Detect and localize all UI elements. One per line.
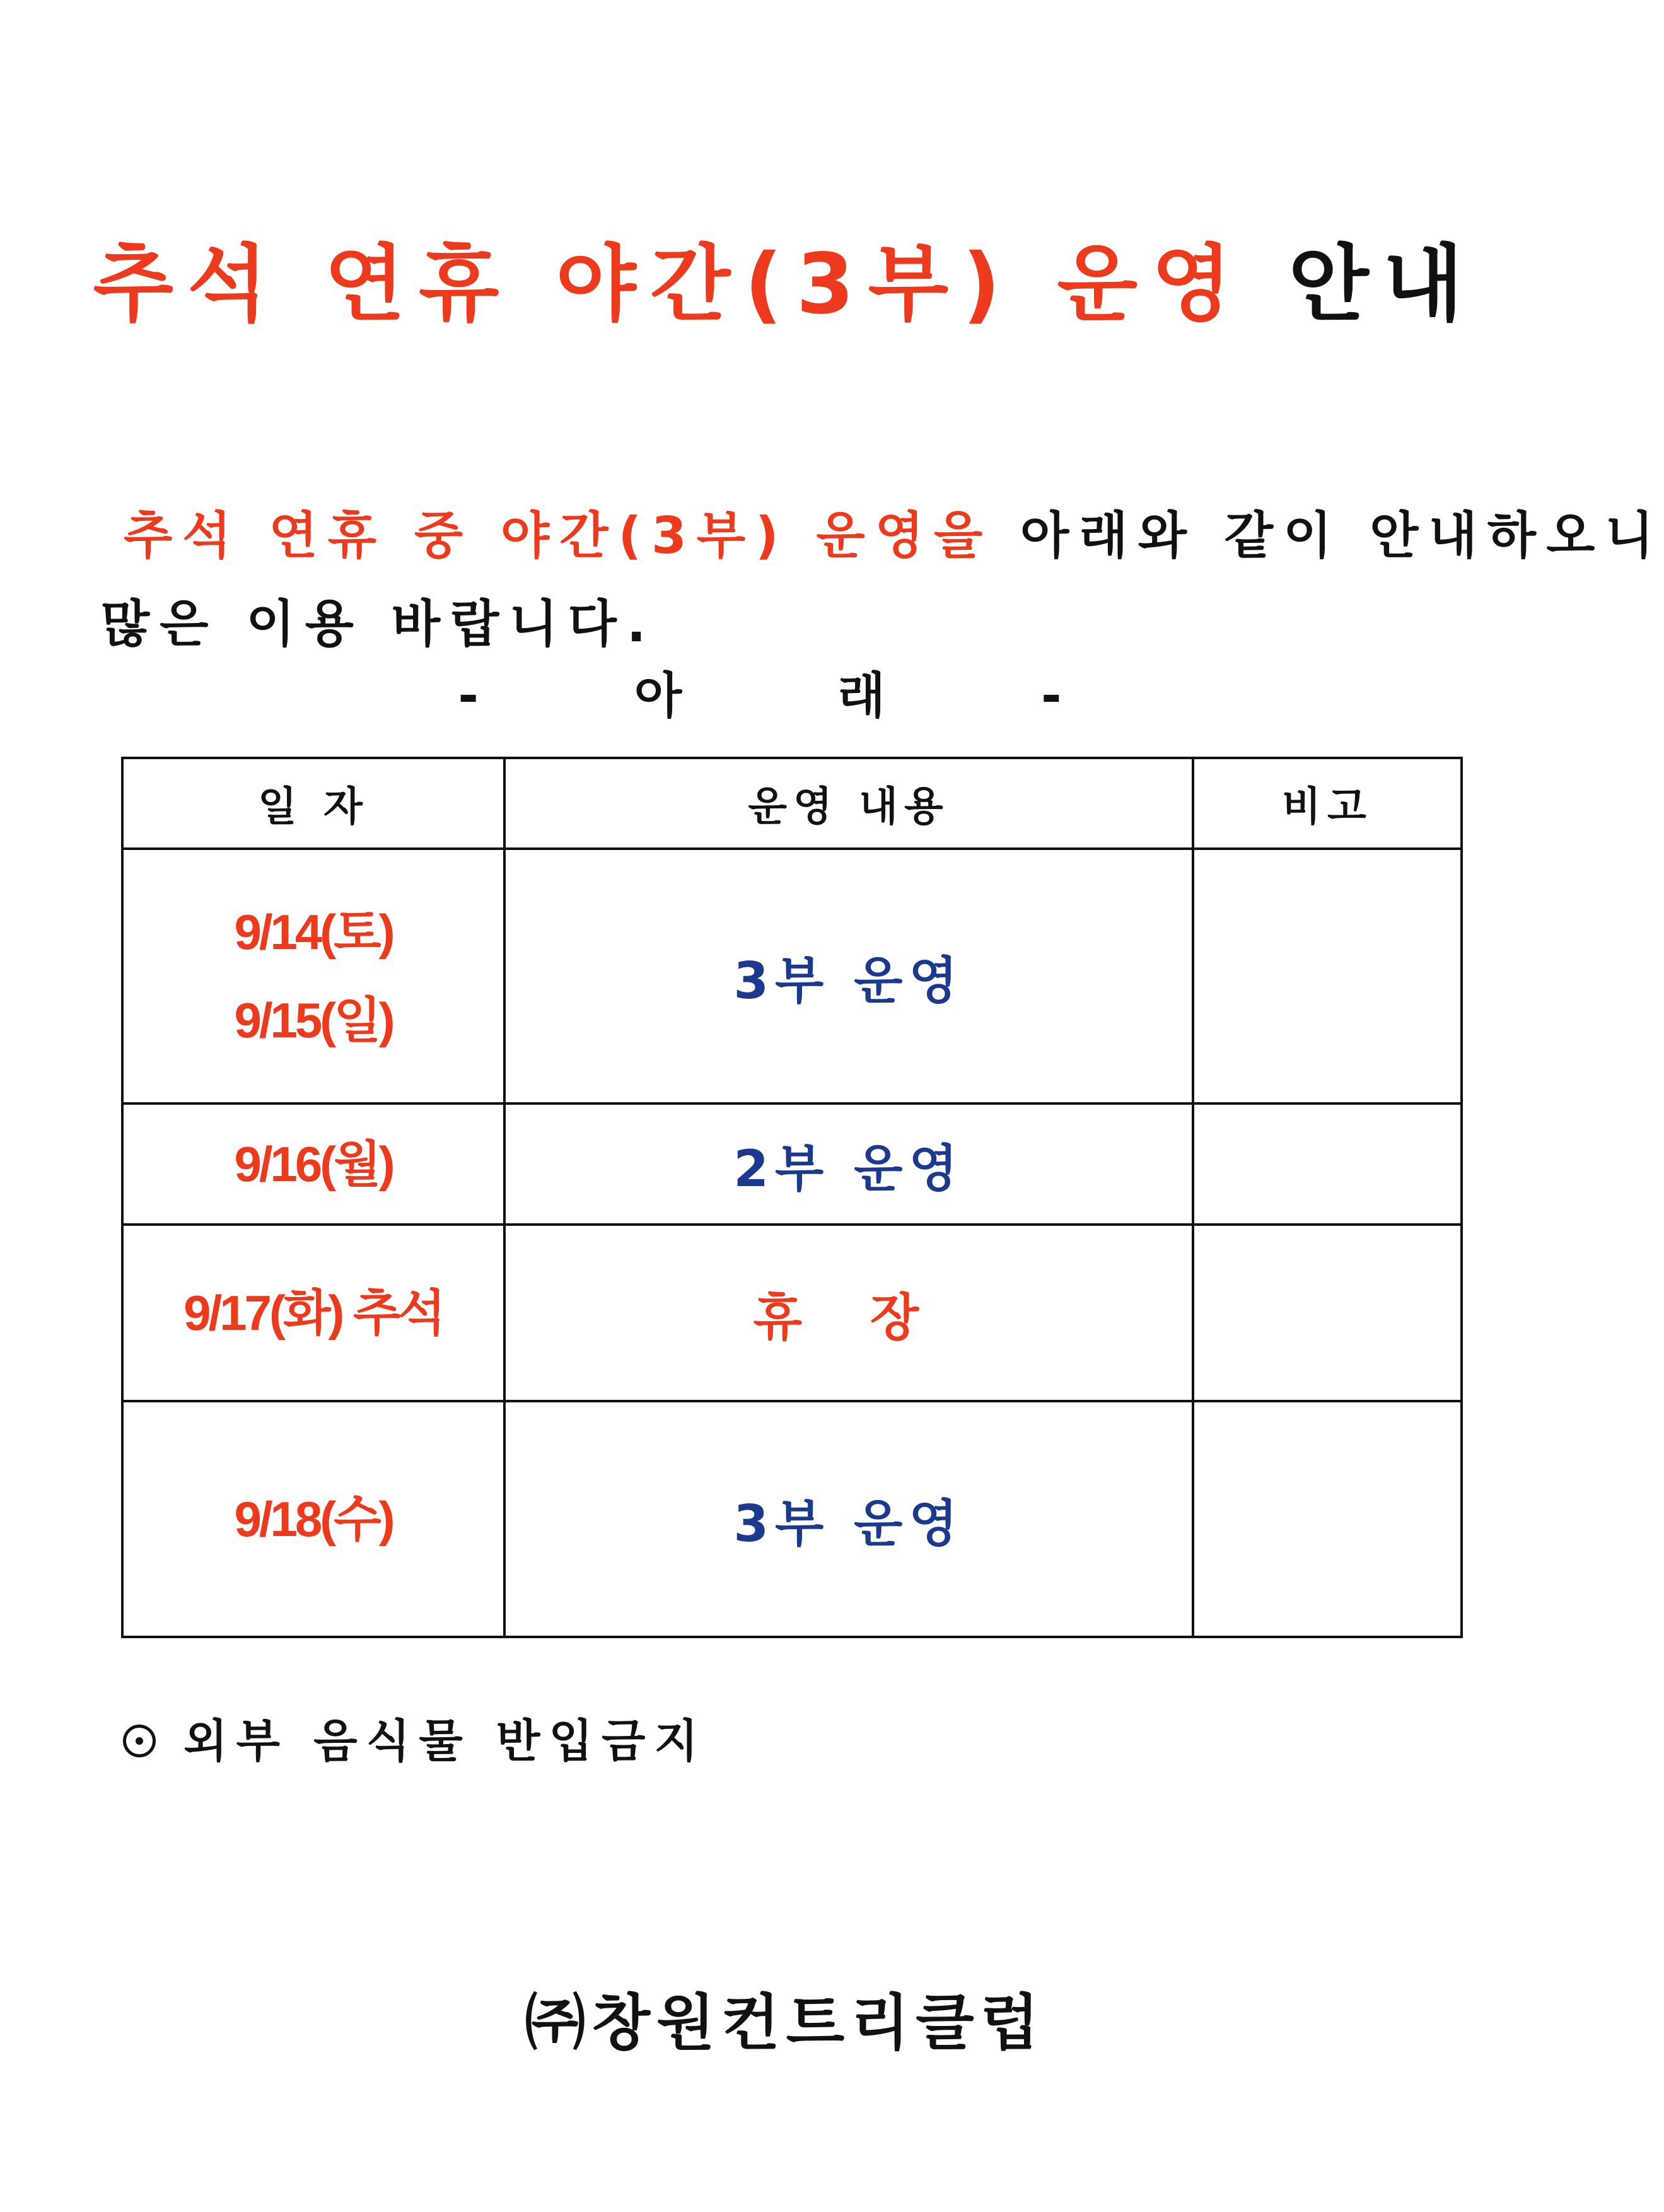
- note-cell: [1193, 1401, 1462, 1637]
- footnote-text: 외부 음식물 반입금지: [183, 1714, 707, 1767]
- note-cell: [1193, 1103, 1462, 1225]
- intro-paragraph: [101, 492, 1664, 668]
- intro-line-2: 많은 이용 바랍니다.: [101, 595, 656, 653]
- table-header-row: [122, 758, 1462, 849]
- footnote: [123, 1714, 707, 1767]
- header-date: 일 자: [122, 758, 504, 849]
- operation-text: 3부 운영: [733, 1494, 964, 1553]
- table-row: [122, 1225, 1462, 1401]
- intro-line-1-rest: 아래와 같이 안내하오니: [1020, 506, 1664, 565]
- date-cell: [122, 1401, 504, 1637]
- content-cell: [504, 1103, 1193, 1225]
- note-cell: [1193, 849, 1462, 1103]
- title-suffix: 안내: [1288, 236, 1477, 333]
- intro-highlight: 추석 연휴 중 야간(3부) 운영을: [124, 506, 993, 565]
- table-row: [122, 849, 1462, 1103]
- content-cell: [504, 1225, 1193, 1401]
- content-cell: [504, 849, 1193, 1103]
- date-label: 9/18(수): [234, 1491, 393, 1547]
- table-row: [122, 1103, 1462, 1225]
- header-note: 비고: [1193, 758, 1462, 849]
- page-title: [0, 236, 1570, 333]
- intro-line-1: [101, 492, 1664, 580]
- date-label: 9/14(토): [234, 904, 393, 960]
- section-heading: - 아 래 -: [458, 668, 1131, 725]
- date-label: 9/16(월): [234, 1136, 393, 1192]
- date-cell: [122, 1225, 504, 1401]
- note-cell: [1193, 1225, 1462, 1401]
- schedule-table: [121, 757, 1463, 1638]
- title-highlight: 추석 연휴 야간(3부) 운영: [93, 236, 1246, 333]
- date-cell: [122, 849, 504, 1103]
- date-label: 9/15(일): [234, 992, 393, 1048]
- date-cell: [122, 1103, 504, 1225]
- closed-text: 휴 장: [753, 1288, 945, 1347]
- operation-text: 2부 운영: [733, 1139, 964, 1198]
- header-content: 운영 내용: [504, 758, 1193, 849]
- company-name: ㈜창원컨트리클럽: [525, 1988, 1045, 2058]
- table-row: [122, 1401, 1462, 1637]
- date-label: 9/17(화) 추석: [183, 1285, 443, 1341]
- circle-dot-icon: [123, 1725, 156, 1757]
- content-cell: [504, 1401, 1193, 1637]
- operation-text: 3부 운영: [733, 951, 964, 1010]
